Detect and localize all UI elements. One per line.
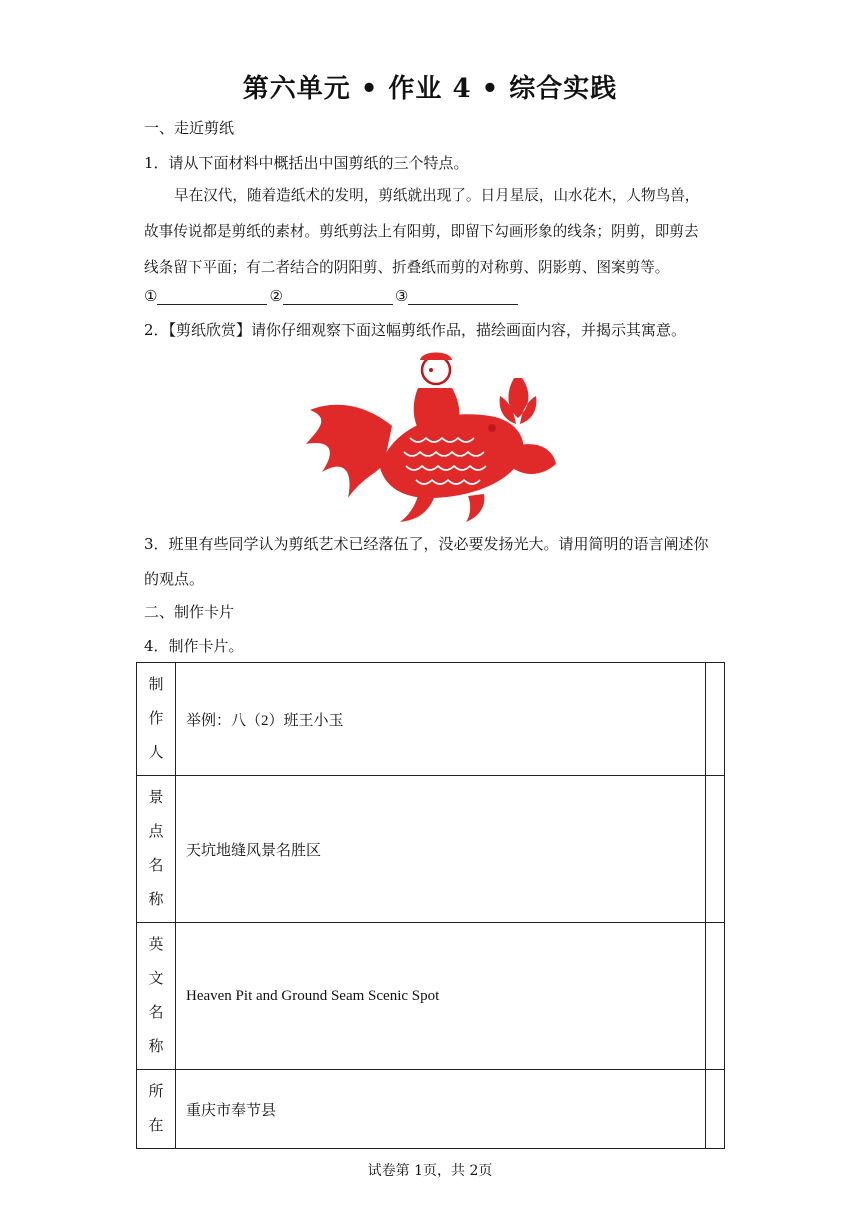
passage <box>144 178 724 286</box>
card-row-spot-name <box>137 776 725 923</box>
question-3-line-2: 的观点。 <box>144 570 205 588</box>
page-title: 第六单元 • 作业 4 • 综合实践 <box>242 74 618 104</box>
passage-line-2: 故事传说都是剪纸的素材。剪纸剪法上有阳剪，即留下勾画形象的线条；阴剪，即剪去 <box>144 223 699 240</box>
paper-cut-fins <box>400 494 484 522</box>
answer-blanks <box>144 287 520 305</box>
card-value-location[interactable]: 重庆市奉节县 <box>176 1070 706 1149</box>
blank-marker-2: ② <box>269 287 283 305</box>
passage-line-1: 早在汉代，随着造纸术的发明，剪纸就出现了。日月星辰，山水花木，人物鸟兽， <box>174 187 700 204</box>
section-heading-2: 二、制作卡片 <box>144 603 235 621</box>
question-2: 2．【剪纸欣赏】请你仔细观察下面这幅剪纸作品，描绘画面内容，并揭示其寓意。 <box>144 321 687 339</box>
answer-blank-2[interactable] <box>283 288 393 305</box>
card-row-english-name <box>137 923 725 1070</box>
card-edge-cell <box>706 776 725 923</box>
card-edge-cell <box>706 923 725 1070</box>
card-table <box>136 662 725 1149</box>
card-label-english-name: 英 文 名 称 <box>137 923 176 1070</box>
card-value-english-name[interactable]: Heaven Pit and Ground Seam Scenic Spot <box>176 923 706 1070</box>
answer-blank-1[interactable] <box>157 288 267 305</box>
card-label-spot-name: 景 点 名 称 <box>137 776 176 923</box>
paper-cut-fish-tail <box>306 405 392 498</box>
paper-cut-image <box>300 348 560 524</box>
answer-blank-3[interactable] <box>408 288 518 305</box>
card-label-location: 所 在 <box>137 1070 176 1149</box>
card-value-maker[interactable]: 举例：八（2）班王小玉 <box>176 663 706 776</box>
blank-marker-3: ③ <box>394 287 409 305</box>
question-4: 4．制作卡片。 <box>144 637 244 655</box>
card-row-maker <box>137 663 725 776</box>
card-label-maker: 制 作 人 <box>137 663 176 776</box>
passage-line-3: 线条留下平面；有二者结合的阴阳剪、折叠纸而剪的对称剪、阴影剪、图案剪等。 <box>144 259 670 276</box>
card-value-spot-name[interactable]: 天坑地缝风景名胜区 <box>176 776 706 923</box>
blank-marker-1: ① <box>144 287 158 305</box>
card-edge-cell <box>706 1070 725 1149</box>
page-footer: 试卷第 1页，共 2页 <box>367 1163 493 1179</box>
section-heading-1: 一、走近剪纸 <box>144 119 235 137</box>
card-row-location <box>137 1070 725 1149</box>
card-edge-cell <box>706 663 725 776</box>
question-3-line-1: 3．班里有些同学认为剪纸艺术已经落伍了，没必要发扬光大。请用简明的语言阐述你 <box>144 535 709 553</box>
question-1: 1．请从下面材料中概括出中国剪纸的三个特点。 <box>144 154 469 172</box>
